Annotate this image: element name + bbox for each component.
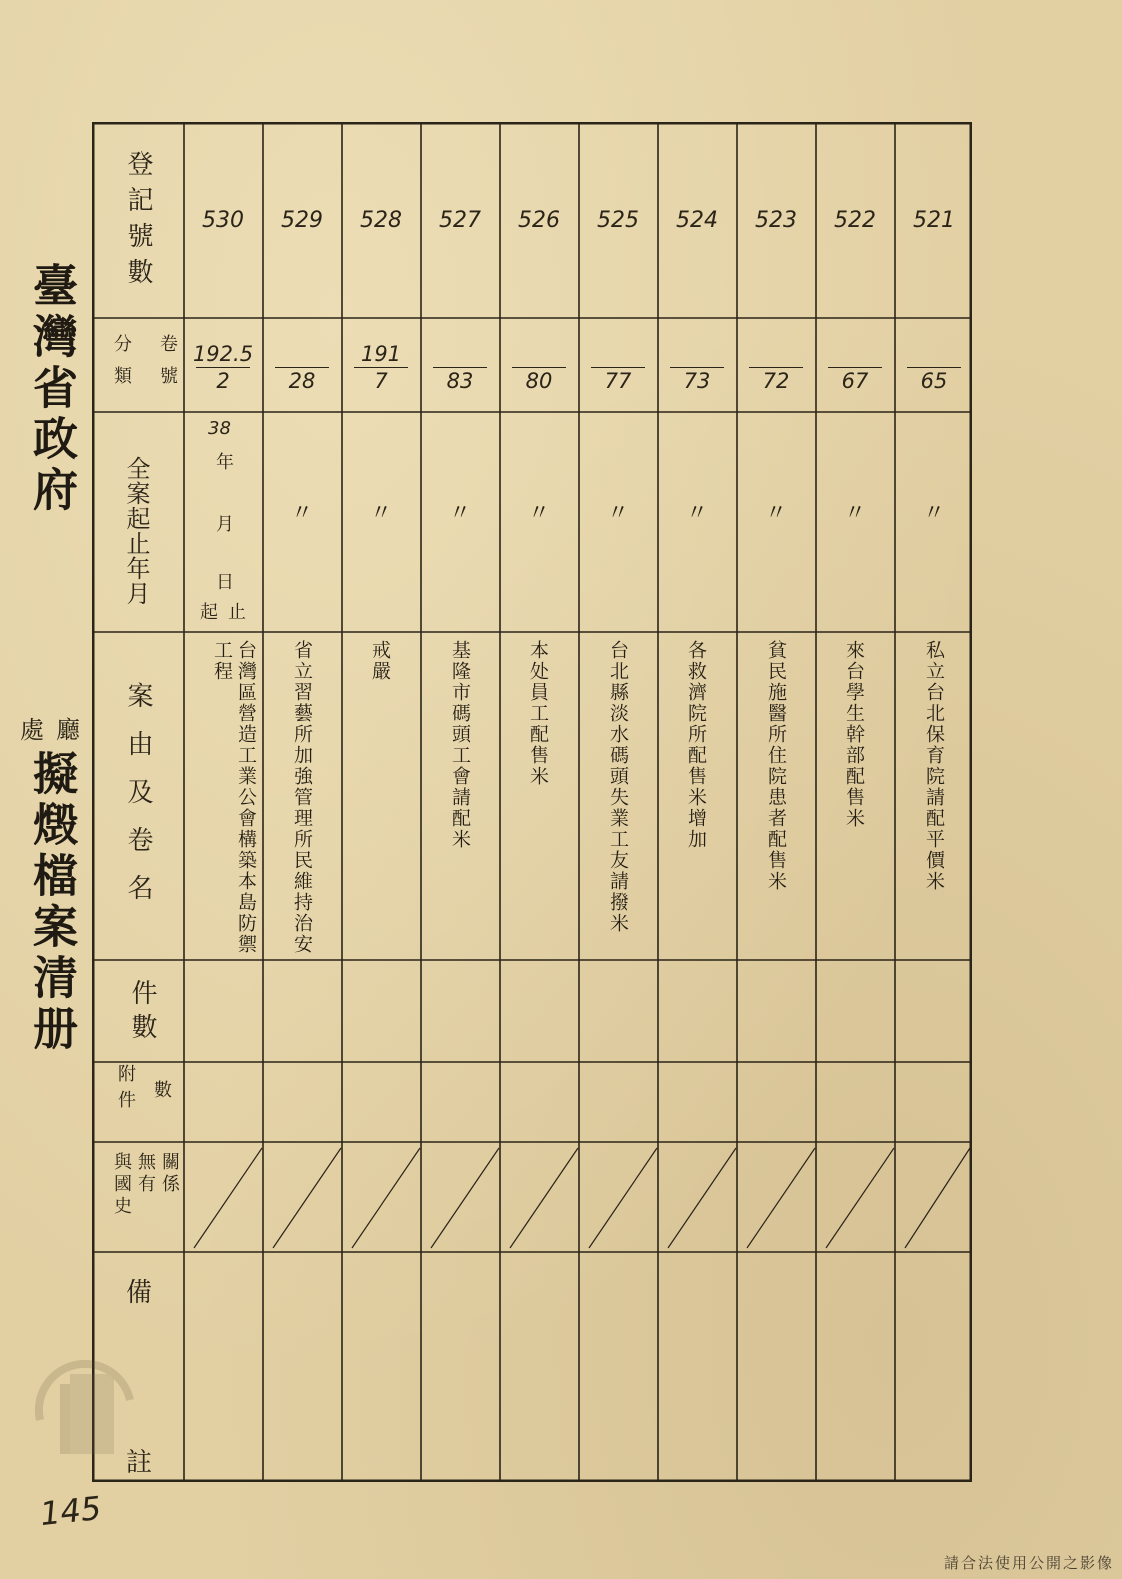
office-label-ting: 廳 <box>56 716 80 744</box>
case-subject: 各救濟院所配售米增加 <box>685 640 707 850</box>
classification-fraction: 191 7 <box>342 342 420 393</box>
classification-fraction: 192.5 2 <box>192 342 254 393</box>
header-count: 件數 <box>127 979 157 1047</box>
period-month-label: 月 <box>216 514 234 535</box>
period-ditto: 〃 <box>369 501 392 526</box>
header-history-relation-right: 關係 <box>159 1152 180 1196</box>
header-attachment: 附件 <box>115 1064 136 1116</box>
period-end-label: 止 <box>228 602 246 623</box>
period-ditto: 〃 <box>527 501 550 526</box>
registration-number: 526 <box>518 208 560 233</box>
case-subject: 本处員工配售米 <box>527 640 549 787</box>
office-label-chu: 處 <box>20 716 44 744</box>
government-title: 臺灣省政府 <box>25 262 78 517</box>
case-subject: 省立習藝所加強管理所民維持治安 <box>291 640 313 955</box>
case-subject: 基隆市碼頭工會請配米 <box>449 640 471 850</box>
registration-number: 521 <box>913 208 955 233</box>
header-volume-number: 卷號 <box>157 334 178 398</box>
period-ditto: 〃 <box>843 501 866 526</box>
register-title: 擬燬檔案清册 <box>25 750 78 1056</box>
case-subject: 戒嚴 <box>369 640 391 682</box>
registration-number: 523 <box>755 208 797 233</box>
usage-watermark: 請合法使用公開之影像 <box>943 1554 1114 1572</box>
registration-number: 522 <box>834 208 876 233</box>
registration-number: 524 <box>676 208 718 233</box>
period-ditto: 〃 <box>290 501 313 526</box>
classification-fraction: 67 <box>816 342 894 393</box>
header-period: 全案起止年月 <box>122 456 150 606</box>
office-labels <box>20 700 90 750</box>
period-ditto: 〃 <box>922 501 945 526</box>
registration-number: 530 <box>202 208 244 233</box>
header-classification: 分類 <box>111 334 132 398</box>
header-history-relation-mid: 無有 <box>135 1152 156 1196</box>
case-subject: 私立台北保育院請配平價米 <box>923 640 945 892</box>
header-remarks-bottom: 註 <box>126 1448 153 1478</box>
case-subject: 貧民施醫所住院患者配售米 <box>765 640 787 892</box>
header-subject: 案由及卷名 <box>123 682 153 922</box>
period-ditto: 〃 <box>448 501 471 526</box>
case-subject: 台灣區營造工業公會構築本島防禦工程 <box>211 640 257 955</box>
classification-fraction: 80 <box>500 342 578 393</box>
period-year-label: 年 <box>216 452 234 473</box>
classification-fraction: 72 <box>737 342 815 393</box>
period-ditto: 〃 <box>764 501 787 526</box>
period-year-value: 38 <box>208 418 231 439</box>
period-day-label: 日 <box>216 572 234 593</box>
classification-fraction: 28 <box>263 342 341 393</box>
header-registration-number: 登記號數 <box>123 150 153 294</box>
register-table <box>92 122 972 1482</box>
classification-fraction: 65 <box>895 342 973 393</box>
registration-number: 527 <box>439 208 481 233</box>
period-ditto: 〃 <box>685 501 708 526</box>
registration-number: 529 <box>281 208 323 233</box>
header-history-relation: 與國史 <box>111 1152 132 1218</box>
classification-fraction: 73 <box>658 342 736 393</box>
registration-number: 525 <box>597 208 639 233</box>
classification-fraction: 77 <box>579 342 657 393</box>
header-remarks-top: 備 <box>126 1278 153 1308</box>
period-ditto: 〃 <box>606 501 629 526</box>
page-number: 145 <box>38 1488 103 1534</box>
case-subject: 來台學生幹部配售米 <box>843 640 865 829</box>
archive-logo-icon <box>30 1360 140 1470</box>
header-attachment-count: 數 <box>154 1080 172 1101</box>
registration-number: 528 <box>360 208 402 233</box>
period-start-label: 起 <box>200 602 218 623</box>
classification-fraction: 83 <box>421 342 499 393</box>
case-subject: 台北縣淡水碼頭失業工友請撥米 <box>607 640 629 934</box>
